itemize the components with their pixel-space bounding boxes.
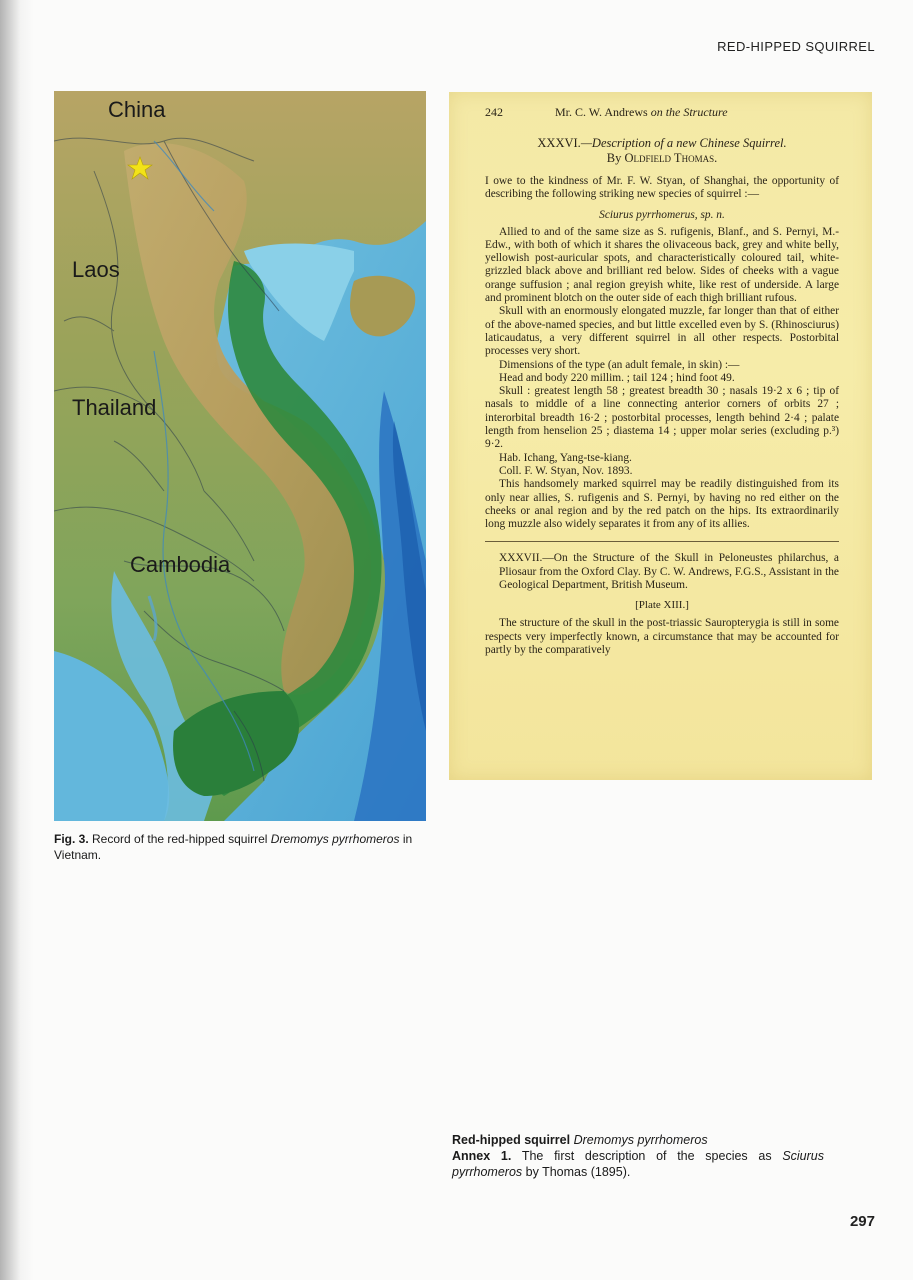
- figure-caption-species: Dremomys pyrrhomeros: [270, 832, 400, 846]
- map-label-china: China: [108, 97, 166, 122]
- map-label-laos: Laos: [72, 257, 120, 282]
- species-heading: Sciurus pyrrhomerus, sp. n.: [599, 208, 725, 221]
- figure-label: Fig. 3.: [54, 832, 89, 846]
- description-paragraph: Allied to and of the same size as S. rufigenis, Blanf., and S. Pernyi, M.-Edw., with both of which it shares the olivaceous back, grey and white belly, yellowish post-auricular spots, and characteristically coloured tail, white-grizzled black above and brilliant red below. Sides of cheeks with a vague orange suffusion ; anal region greyish white, like rest of underside. A large and prominent blotch on the outer side of each thigh brilliant rufous.: [485, 225, 839, 305]
- relief-map-graphic: [54, 91, 426, 821]
- body-measurements: Head and body 220 millim. ; tail 124 ; hind foot 49.: [499, 371, 735, 384]
- collector-line: Coll. F. W. Styan, Nov. 1893.: [499, 464, 633, 477]
- page-gutter-shadow: [0, 0, 34, 1280]
- map-label-thailand: Thailand: [72, 395, 157, 420]
- page-number: 297: [849, 1213, 875, 1230]
- article-1-intro: I owe to the kindness of Mr. F. W. Styan, of Shanghai, the opportunity of describing the following striking new species of squirrel :—: [485, 175, 839, 201]
- figure-caption-text-1: Record of the red-hipped squirrel: [88, 832, 271, 846]
- scan-running-title: Mr. C. W. Andrews on the Structure: [555, 105, 728, 119]
- article-2-title: XXXVII.—On the Structure of the Skull in Peloneustes philarchus, a Pliosaur from the Oxford Clay. By C. W. Andrews, F.G.S., Assistant in the Geological Department, British Museum.: [499, 552, 839, 592]
- skull-measurements: Skull : greatest length 58 ; greatest breadth 30 ; nasals 19·2 x 6 ; tip of nasals to middle of a line connecting anterior corners of orbits 27 ; interorbital breadth 16·2 ; postorbital processes, length behind 2·4 ; palate length from henselion 25 ; diastema 14 ; upper molar series (excluding p.³) 9·2.: [485, 385, 839, 451]
- article-1-author: Oldfield Thomas.: [624, 151, 718, 165]
- article-divider: [485, 541, 839, 542]
- article-1-title: XXXVI.—Description of a new Chinese Squirrel. By Oldfield Thomas.: [537, 136, 787, 165]
- scan-running-header: [485, 104, 839, 120]
- habitat-line: Hab. Ichang, Yang-tse-kiang.: [499, 451, 632, 464]
- figure-caption: [54, 831, 434, 863]
- article-2-opening: The structure of the skull in the post-triassic Sauropterygia is still in some respects very imperfectly known, a circumstance that may be accounted for partly by the comparatively: [485, 617, 839, 656]
- skull-paragraph: Skull with an enormously elongated muzzle, far longer than that of either of the above-named species, and but little excelled even by S. (Rhinosciurus) laticaudatus, a very different squirrel in all other respects. Postorbital processes very short.: [485, 305, 839, 358]
- annex-species-line: Red-hipped squirrel Dremomys pyrrhomeros: [452, 1133, 708, 1147]
- annex-text: Annex 1. The first description of the species as Sciurus pyrrhomeros by Thomas (1895).: [452, 1149, 824, 1179]
- plate-reference: [Plate XIII.]: [635, 599, 689, 612]
- scanned-original-description: [449, 92, 872, 780]
- vietnam-map: [54, 91, 426, 821]
- map-label-cambodia: Cambodia: [130, 552, 231, 577]
- figure-caption-text-2: in Vietnam.: [54, 832, 413, 862]
- remarks-paragraph: This handsomely marked squirrel may be readily distinguished from its only near allies, S. rufigenis and S. Pernyi, by having no red either on the cheeks or anal region and by the red patch on the hips. Its extraordinarily long muzzle also widely separates it from any of its allies.: [485, 478, 839, 531]
- annex-caption: [452, 1132, 824, 1180]
- dimensions-paragraph: Dimensions of the type (an adult female, in skin) :—: [499, 358, 740, 371]
- running-head: RED-HIPPED SQUIRREL: [717, 39, 875, 54]
- scan-page-number: 242: [485, 105, 503, 119]
